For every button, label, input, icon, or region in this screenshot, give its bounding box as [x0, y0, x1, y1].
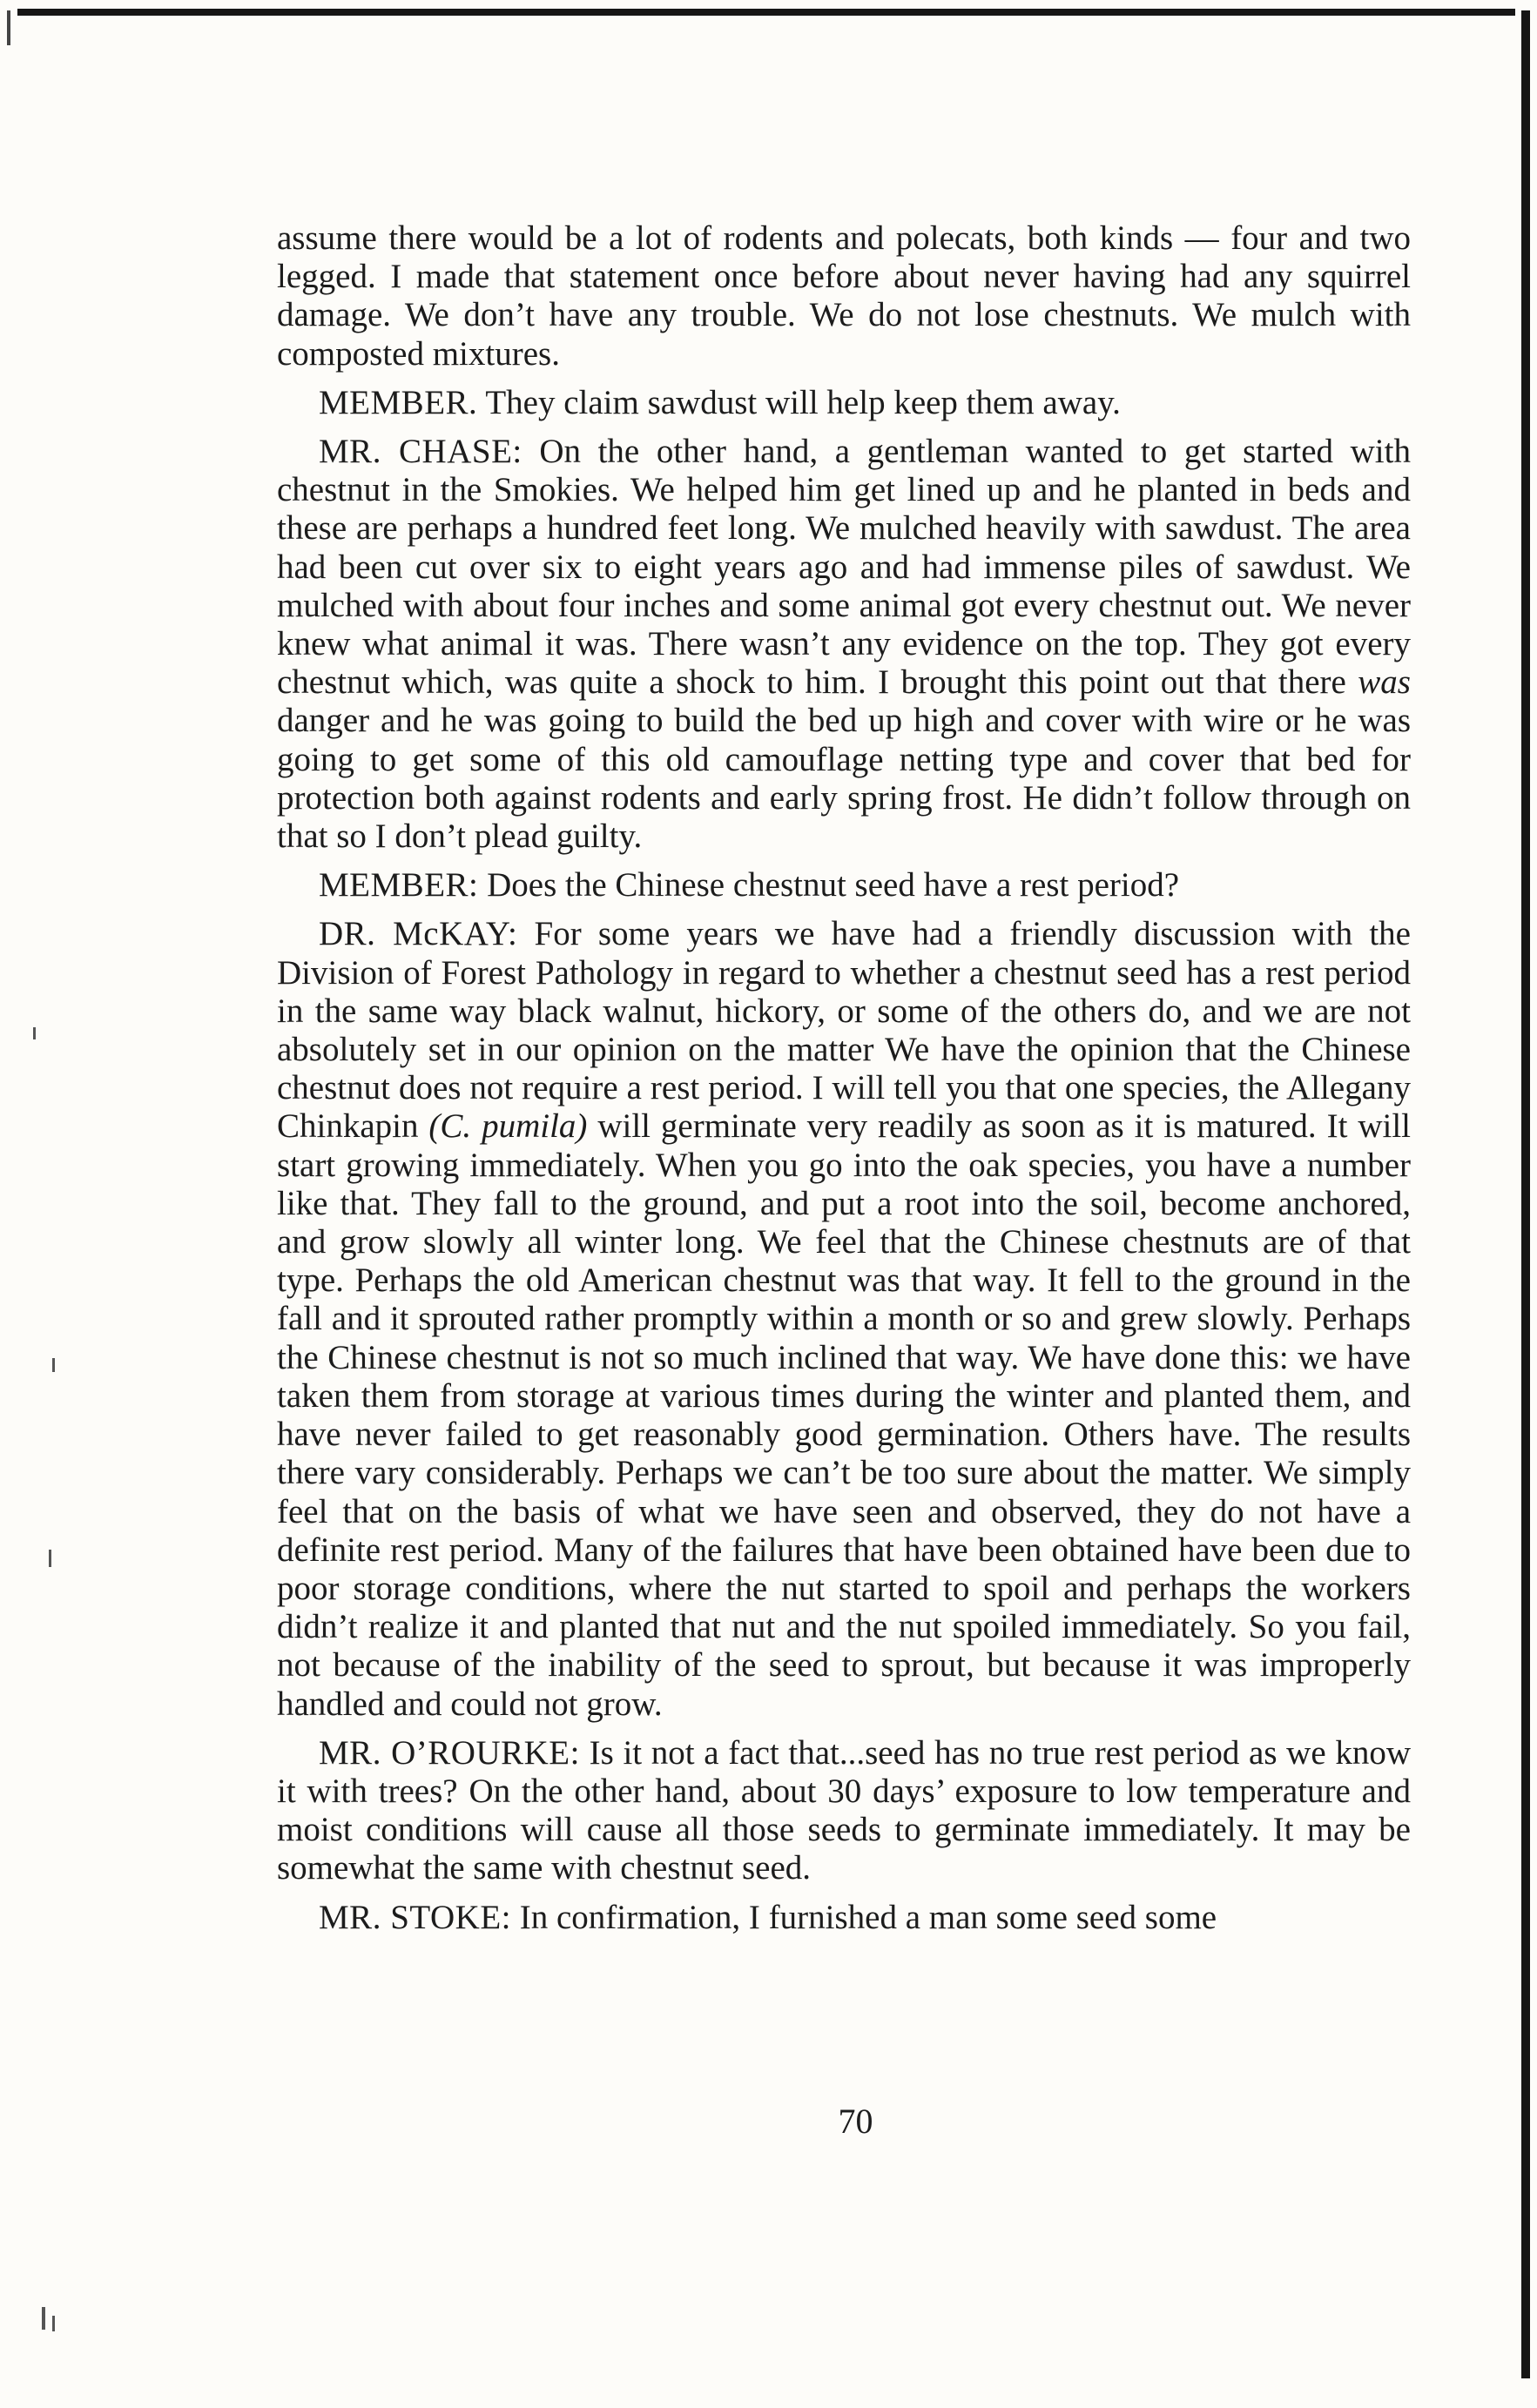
paragraph-text: will germinate very readily as soon as it is matured. It will start growing immediately. When you go into the oak species, you have a number like that. They fall to the ground, and put a root into the soil, become anchored, and grow slowly all winter long. We feel that the Chinese chestnuts are of that type. Perhaps the old American chestnut was that way. It fell to the ground in the fall and it sprouted rather promptly within a month or so and grew slowly. Perhaps the Chinese chestnut is not so much inclined that way. We have done this: we have taken them from storage at various times during the winter and planted them, and have never failed to get reasonably good germination. Others have. The results there vary considerably. Perhaps we can’t be too sure about the matter. We simply feel that on the basis of what we have seen and observed, they do not have a definite rest period. Many of the failures that have been obtained have been due to poor storage conditions, where the nut started to spoil and perhaps the workers didn’t realize it and planted that nut and the nut spoiled immediately. So you fail, not because of the inability of the seed to sprout, but because it was improperly handled and could not grow.: [277, 1107, 1411, 1723]
speaker-label: MR. CHASE:: [319, 433, 522, 471]
speaker-label: DR. McKAY:: [319, 915, 518, 953]
page-body: [277, 219, 1411, 1947]
paragraph-text: They claim sawdust will help keep them away.: [477, 383, 1121, 421]
paragraph: [277, 866, 1411, 905]
scan-speck: [33, 1027, 36, 1039]
paragraph-text: On the other hand, a gentleman wanted to get started with chestnut in the Smokies. We helped him get lined up and he planted in beds and these are perhaps a hundred feet long. We mulched heavily with sawdust. The area had been cut over six to eight years ago and had immense piles of sawdust. We mulched with about four inches and some animal got every chestnut out. We never knew what animal it was. There wasn’t any evidence on the top. They got every chestnut which, was quite a shock to him. I brought this point out that there: [277, 433, 1411, 702]
paragraph-text: assume there would be a lot of rodents and polecats, both kinds — four and two legged. I made that statement once before about never having had any squirrel damage. We don’t have any trouble. We do not lose chestnuts. We mulch with composted mixtures.: [277, 219, 1411, 373]
scan-border-top: [17, 9, 1515, 16]
page-number: 70: [838, 2102, 873, 2141]
scan-speck: [42, 2307, 45, 2330]
emphasis-text: (C. pumila): [428, 1107, 588, 1146]
paragraph-text: In confirmation, I furnished a man some seed some: [511, 1898, 1217, 1936]
scan-speck: [52, 2316, 55, 2331]
paragraph-text: Is it not a fact that...seed has no true rest period as we know it with trees? On the other hand, about 30 days’ exposure to low temperature and moist conditions will cause all those seeds to germinate immediately. It may be somewhat the same with chestnut seed.: [277, 1733, 1411, 1887]
scan-speck: [49, 1550, 51, 1567]
scan-border-right: [1521, 10, 1530, 2378]
paragraph: [277, 219, 1411, 373]
speaker-label: MEMBER.: [319, 383, 478, 421]
paragraph: [277, 915, 1411, 1723]
paragraph: [277, 384, 1411, 422]
scan-speck: [52, 1358, 55, 1372]
speaker-label: MR. STOKE:: [319, 1898, 511, 1936]
paragraph: [277, 433, 1411, 856]
emphasis-text: was: [1358, 663, 1411, 702]
paragraph-text: danger and he was going to build the bed up high and cover with wire or he was going to get some of this old camouflage netting type and cover that bed for protection both against rodents and early spring frost. He didn’t follow through on that so I don’t plead guilty.: [277, 702, 1411, 856]
paragraph: [277, 1734, 1411, 1888]
speaker-label: MR. O’ROURKE:: [319, 1733, 580, 1772]
paragraph-text: For some years we have had a friendly discussion with the Division of Forest Pathology in regard to whether a chestnut seed has a rest period in the same way black walnut, hickory, or some of the others do, and we are not absolutely set in our opinion on the matter We have the opinion that the Chinese chestnut does not require a rest period. I will tell you that one species, the Allegany Chinkapin: [277, 915, 1411, 1146]
scan-corner-mark: [7, 10, 10, 45]
speaker-label: MEMBER:: [319, 866, 479, 905]
paragraph: [277, 1899, 1411, 1937]
paragraph-text: Does the Chinese chestnut seed have a rest period?: [478, 866, 1180, 905]
